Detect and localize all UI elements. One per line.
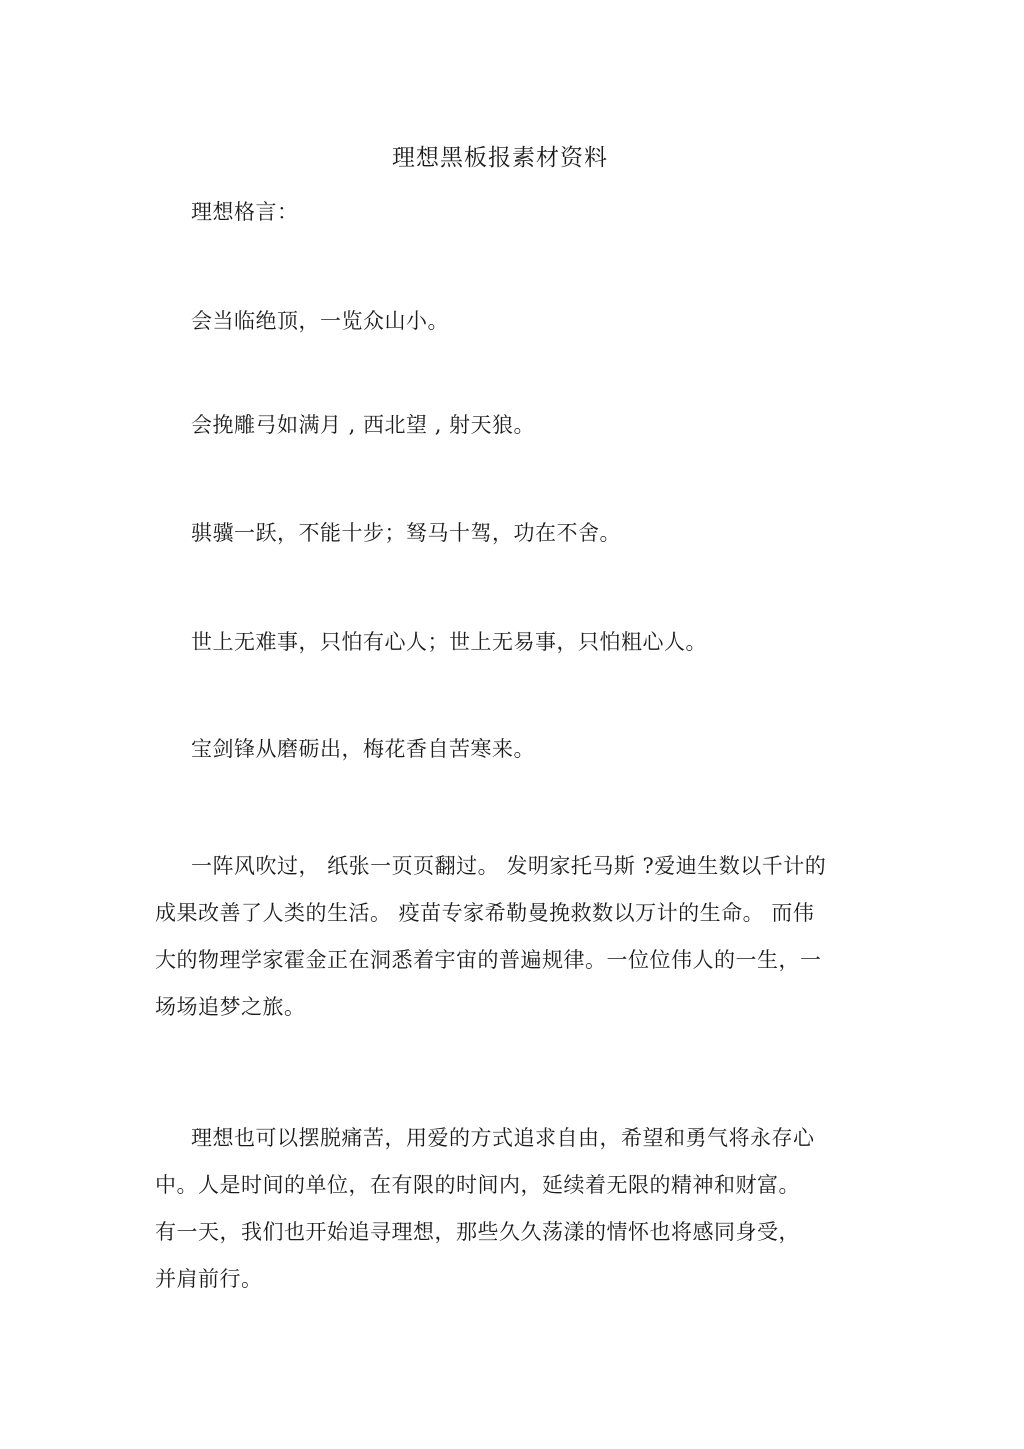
quote-line: 世上无难事，只怕有心人；世上无易事，只怕粗心人。 xyxy=(191,630,707,654)
quote-line: 宝剑锋从磨砺出，梅花香自苦寒来。 xyxy=(191,737,535,761)
paragraph-line: 有一天，我们也开始追寻理想，那些久久荡漾的情怀也将感同身受， xyxy=(155,1220,800,1244)
quote-line: 会当临绝顶，一览众山小。 xyxy=(191,309,449,333)
paragraph-line: 场场追梦之旅。 xyxy=(155,995,306,1019)
paragraph-line: 理想也可以摆脱痛苦，用爱的方式追求自由，希望和勇气将永存心 xyxy=(191,1126,815,1150)
paragraph-line: 一阵风吹过， 纸张一页页翻过。 发明家托马斯 ?爱迪生数以千计的 xyxy=(191,854,827,878)
paragraph-ideals xyxy=(155,1115,875,1303)
paragraph-line: 中。人是时间的单位，在有限的时间内，延续着无限的精神和财富。 xyxy=(155,1173,800,1197)
paragraph-line: 大的物理学家霍金正在洞悉着宇宙的普遍规律。一位位伟人的一生，一 xyxy=(155,948,822,972)
quote-line: 会挽雕弓如满月 , 西北望 , 射天狼。 xyxy=(191,413,536,437)
quote-line: 骐骥一跃，不能十步；驽马十驾，功在不舍。 xyxy=(191,521,621,545)
section-heading: 理想格言： xyxy=(191,200,299,224)
paragraph-line: 并肩前行。 xyxy=(155,1267,263,1291)
page-title: 理想黑板报素材资料 xyxy=(392,145,608,171)
paragraph-inventors xyxy=(155,843,875,1031)
paragraph-line: 成果改善了人类的生活。 疫苗专家希勒曼挽救数以万计的生命。 而伟 xyxy=(155,901,815,925)
